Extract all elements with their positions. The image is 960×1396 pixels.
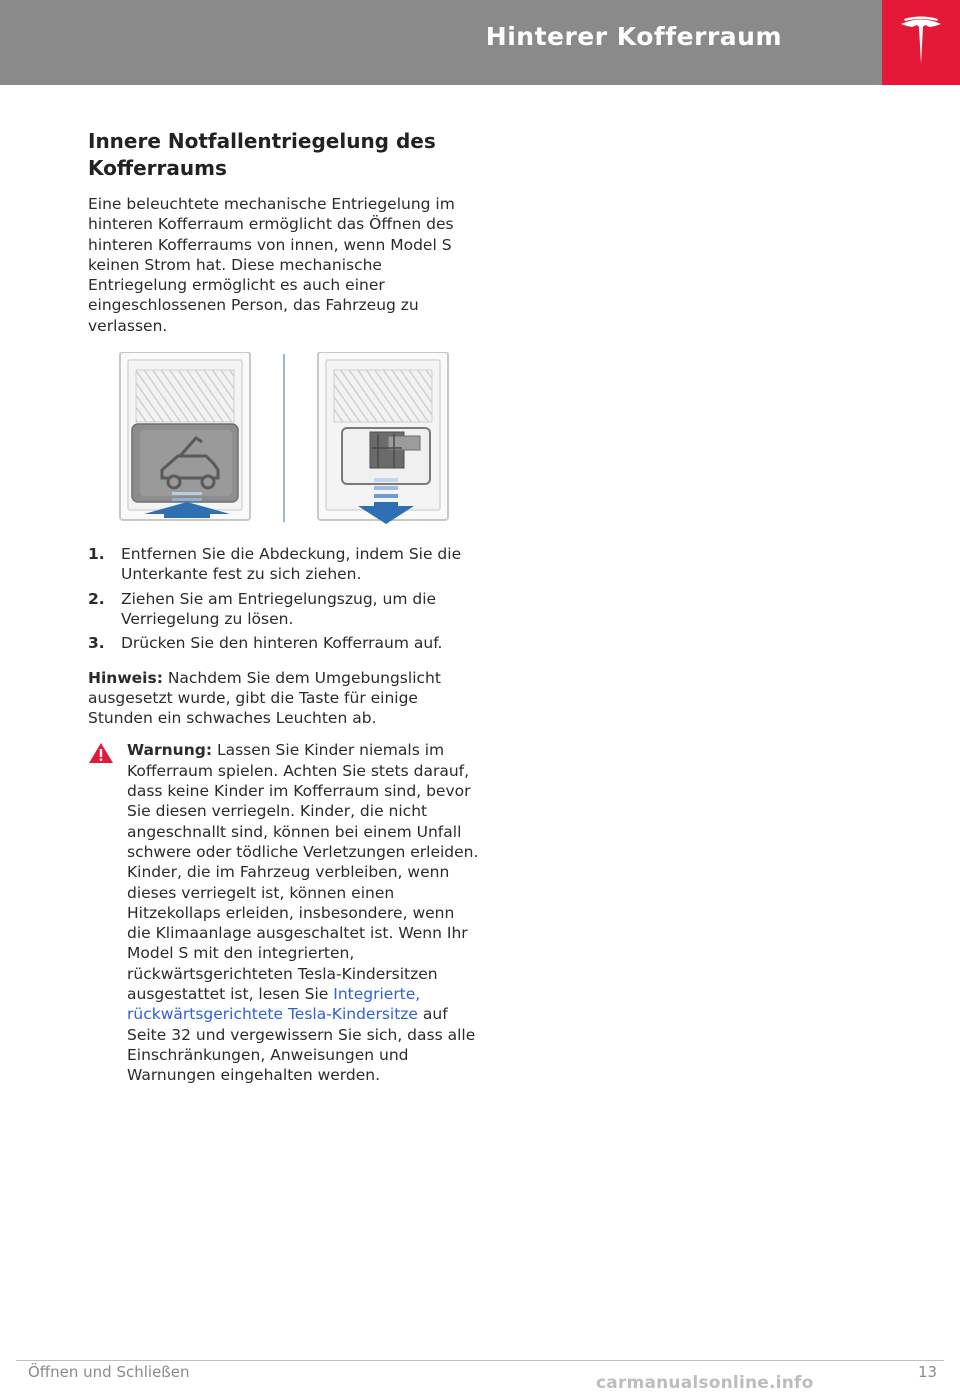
warning-text: Lassen Sie Kinder niemals im Kofferraum spielen. Achten Sie stets darauf, dass keine Kinder im Kofferraum sind, bevor Sie diesen verriegeln. Kinder, die nicht angeschnallt sind, können bei einem Unfall schwere oder tödliche Verletzungen erleiden. Kinder, die im Fahrzeug verbleiben, wenn dieses verriegelt ist, können einen Hitzekollaps erleiden, insbesondere, wenn die Klimaanlage ausgeschaltet ist. Wenn Ihr Model S mit den integrierten, rückwärtsgerichteten Tesla-Kindersitzen ausgestattet ist, lesen Sie [127,741,479,1004]
note-label: Hinweis: [88,668,163,687]
warning-triangle-icon [88,742,114,764]
main-content [88,128,480,1086]
steps-list [88,544,480,653]
child-seat-link[interactable]: Integrierte, rückwärtsgerichtete Tesla-Kindersitze [127,985,421,1024]
cover-removal-panel [120,352,250,520]
step-text: Drücken Sie den hinteren Kofferraum auf. [121,634,443,653]
page-number: 13 [918,1363,938,1381]
release-cable-panel [318,352,448,524]
note-paragraph [88,668,480,729]
footer-chapter: Öffnen und Schließen [28,1363,190,1381]
trunk-release-illustration [88,352,480,528]
note-text: Nachdem Sie dem Umgebungslicht ausgesetzt wurde, gibt die Taste für einige Stunden ein schwaches Leuchten ab. [88,668,441,728]
section-heading: Innere Notfallentriegelung des Kofferraums [88,129,436,180]
list-item [88,544,480,585]
warning-label: Warnung: [127,741,213,760]
header-bar [0,0,882,85]
warning-text-end: auf Seite 32 und vergewissern Sie sich, dass alle Einschränkungen, Anweisungen und Warnungen eingehalten werden. [127,1005,476,1085]
warning-block [88,740,480,1085]
step-text: Ziehen Sie am Entriegelungszug, um die Verriegelung zu lösen. [121,589,437,628]
page-title: Hinterer Kofferraum [485,22,782,51]
footer-divider [16,1360,944,1361]
list-item [88,633,480,653]
watermark: carmanualsonline.info [596,1373,814,1393]
brand-logo [882,0,960,85]
step-text: Entfernen Sie die Abdeckung, indem Sie die Unterkante fest zu sich ziehen. [121,545,462,584]
step-number: 2. [88,589,105,608]
warning-paragraph [127,740,480,1085]
tesla-logo-icon [899,16,943,68]
step-number: 1. [88,545,105,564]
list-item [88,589,480,630]
intro-paragraph: Eine beleuchtete mechanische Entriegelung im hinteren Kofferraum ermöglicht das Öffnen des hinteren Kofferraums von innen, wenn Model S keinen Strom hat. Diese mechanische Entriegelung ermöglicht es auch einer eingeschlossenen Person, das Fahrzeug zu verlassen. [88,195,455,335]
step-number: 3. [88,634,105,653]
